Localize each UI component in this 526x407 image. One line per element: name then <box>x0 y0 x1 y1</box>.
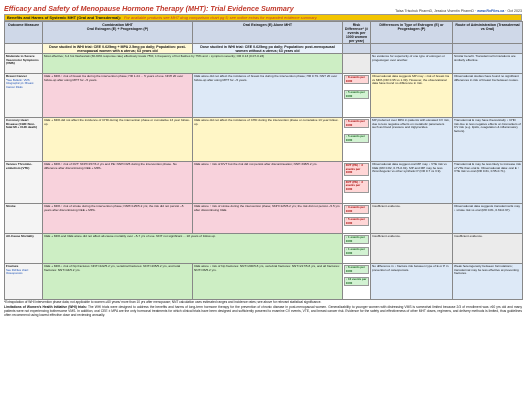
evidence-table <box>4 21 523 300</box>
limitations-heading: Limitations of Women's Health Initiative (WHI) trials: <box>4 305 87 310</box>
mortality-risk-combo: ↓ 1 events per 1000 <box>344 235 369 244</box>
mortality-diff: Insufficient evidence. <box>371 234 453 264</box>
risk-note-blank <box>343 44 371 54</box>
diff-note-blank <box>371 44 453 54</box>
chd-route: Transdermal E may have theoretically ↓ CHD risk due to less negative effects on biomarkers of CV risk (e.g. lipids, coagulation & inflammatory factors). <box>453 118 523 162</box>
eonly-dose-note: Dose studied in WHI trial: CEE 0.625mg po daily; Population: post-menopausal women without a uterus; 63 years old <box>193 44 343 54</box>
section-banner <box>4 14 522 21</box>
stroke-route: Observational data suggests transdermal E may ↓ stroke risk vs oral (RR 0.81, 0.69-0.97). <box>453 204 523 234</box>
row-vms <box>5 54 523 74</box>
outcome-fracture <box>5 264 43 300</box>
stroke-risk <box>343 204 371 234</box>
limitations-body: The WHI trials were designed to address the benefits and harms of long-term hormone therapy for the prevention of chronic disease in post-menopausal women. Generalizability to younger women with distressing VMS is somewhat limited because 2/3 of enrollment was >60 yrs old and many patients were not experiencing bothersome VMS. In addition, oral CEE ± MPA are the only hormonal treatments for which clinical trials have been designed and sufficiently powered to examine CV events, VTE, and breast cancer risk. Evidence for the safety and effectiveness of other MHT doses, regimens, and delivery methods is limited, thus guidelines often recommend using lowest effective dose and reviewing annually. <box>4 305 523 317</box>
route-note-blank <box>453 44 523 54</box>
col-combination-sub: Oral Estrogen (E) + Progestogen (P) <box>86 26 149 31</box>
breast-eonly: CEE alone did not affect the incidence of breast Ca during the intervention phase; HR 0.79. NNT 20 over follow-up after using MHT for ~5 years. <box>193 74 343 118</box>
limitations-paragraph <box>4 306 522 318</box>
combo-dose-note: Dose studied in WHI trial: CEE 0.625mg + MPA 2.5mg po daily; Population: post-menopausal women with a uterus; 63 years old <box>43 44 193 54</box>
title-row <box>4 3 522 13</box>
breast-risk-eonly: ↓ 5 events per 1000 <box>344 90 369 99</box>
fracture-diff: No difference in ↓ fracture risk between type of E or P in prevention of osteoporosis. <box>371 264 453 300</box>
row-stroke <box>5 204 523 234</box>
chd-combo: CEE + MPA did not affect the incidence of CHD during the intervention phase or cumulative 13 year follow-up. <box>43 118 193 162</box>
outcome-fracture-label: Fracture <box>6 263 19 268</box>
footnote: *Extrapolation of WHI intervention phase data; not applicable to women ≥60 years/ more than 10 yrs after menopause; NNT calculation uses estimated ranges and incidence rates; see above for relevant statistical significance. <box>4 300 322 305</box>
col-eonly-title: Oral Estrogen (E) Alone MHT <box>242 22 293 27</box>
col-combination-title: Combination MHT <box>102 22 133 27</box>
author-line: Taisa Trischuk PharmD, Jessica Visentin PharmD · www.RxFiles.ca · Oct 2023 <box>395 9 522 13</box>
outcome-chd: Coronary Heart Disease (CHD=Non-fatal MI + CHD death) <box>5 118 43 162</box>
fracture-combo: CEE + MPA ↓ risk of hip fractures: NNT=222/5.2 yrs, vertebral fractures: NNT=435/5.2 yrs, and total fractures: NNT=44/5.2 yrs. <box>43 264 193 300</box>
vte-eonly: CEE alone ↑ risk of DVT but the risk did not persist after discontinuation; NNH 338/5.2 yrs. <box>193 162 343 204</box>
vte-diff: Observational data suggest oral MP may ↓ VTE risk vs CEE (RR 0.82, 0.76-0.91). MP and MP may be less thrombogenic vs other synthetic P (OR 0.7 vs 3.9). <box>371 162 453 204</box>
chd-risk-eonly: ↓ 5 events per 1000 <box>344 134 369 143</box>
outcome-mortality: All-Cause Mortality <box>5 234 43 264</box>
col-type-differences: Differences in Type of Estrogen (E) or Progestogen (P) <box>371 22 453 44</box>
stroke-combo: CEE + MPA ↑ risk of stroke during the intervention phase; NNH=125/5.2 yrs; the risk did not persist ~5 years after discontinuing CEE + MPA. <box>43 204 193 234</box>
banner-sub[interactable]: For available products see MHT drug comparison chart pg 5; see online extras for expanded evidence summary. <box>123 15 318 20</box>
outcome-stroke: Stroke <box>5 204 43 234</box>
publish-date: Oct 2023 <box>507 9 522 13</box>
breast-combo: CEE + MPA ↑ risk of breast Ca during the intervention phase; HR 1.24 ... 5 years of use. NNH 20 over follow-up after using MHT for ~5 years. <box>43 74 193 118</box>
page-title: Efficacy and Safety of Menopause Hormone Therapy (MHT): Trial Evidence Summary <box>4 4 294 13</box>
breast-see-link[interactable]: *See Bulletin: VMS Infographic p1: Breast Cancer Risks <box>6 77 34 89</box>
outcome-breast-cancer <box>5 74 43 118</box>
stroke-risk-eonly: ↑ 5 events per 1000 <box>344 217 369 226</box>
fracture-risk-eonly: ↓ 10 events per 1000 <box>344 277 369 286</box>
site-link[interactable]: www.RxFiles.ca <box>477 9 505 13</box>
mortality-risk <box>343 234 371 264</box>
chd-eonly: CEE alone did not affect the incidence of CHD during the intervention phase or cumulative 13 year follow-up. <box>193 118 343 162</box>
vte-risk <box>343 162 371 204</box>
col-note-blank <box>5 44 43 54</box>
breast-risk <box>343 74 371 118</box>
fracture-risk <box>343 264 371 300</box>
row-breast-cancer <box>5 74 523 118</box>
vte-risk-eonly: DVT (PE) ↑ 3 events per 1000 <box>344 180 369 193</box>
chd-risk <box>343 118 371 162</box>
stroke-diff: Insufficient evidence. <box>371 204 453 234</box>
vte-combo: CEE + MPA ↑ risk of DVT: NNH=157/3.2 yrs and PE: NNH=325 during the intervention phase. No difference after discontinuing CEE + MPA. <box>43 162 193 204</box>
fracture-route: Weak heterogeneity between formulations; transdermal may be less effective at preventing fractures. <box>453 264 523 300</box>
outcome-vms: Moderate to Severe Vasomotor Symptoms (VMS) <box>5 54 43 74</box>
outcome-vte: Venous Thrombo-embolism (VTE) <box>5 162 43 204</box>
vte-route: Transdermal E may be less likely to increase risk of VTE than oral E. Observational data: oral E ↑ VTE risk vs oral (RR 0.61, 0.55-0.71). <box>453 162 523 204</box>
mortality-combo: CEE + MPA and CEE alone did not affect all-cause mortality over ~5-7 yrs of use. NNT not significant ... 18 years of follow-up. <box>43 234 343 264</box>
fracture-see-link[interactable]: See RxFiles chart: Osteoporosis <box>6 267 29 276</box>
row-chd <box>5 118 523 162</box>
outcome-breast-cancer-label: Breast Cancer <box>6 73 27 78</box>
row-fracture <box>5 264 523 300</box>
chd-diff: MP preferred over MPA in patients with elevated CV risk, due to less negative effects on metabolic parameters such as blood pressure and triglycerides. <box>371 118 453 162</box>
row-mortality <box>5 234 523 264</box>
row-vte <box>5 162 523 204</box>
col-outcome: Outcome Measure <box>5 22 43 44</box>
stroke-eonly: CEE alone ↑ risk of stroke during the intervention phase; NNH=125/5.2 yrs; the risk did not persist ~5.5 yrs after discontinuing CEE. <box>193 204 343 234</box>
authors: Taisa Trischuk PharmD, Jessica Visentin PharmD <box>395 9 474 13</box>
col-route: Route of Administration (Transdermal vs Oral) <box>453 22 523 44</box>
breast-route: Observational studies have found no significant differences in risk of breast Ca between routes. <box>453 74 523 118</box>
banner-label: Benefits and Harms of Systemic MHT (Oral and Transdermal): <box>7 15 121 20</box>
fracture-risk-combo: ↓ 6 events per 1000 <box>344 265 369 274</box>
vte-risk-combo: DVT (PE) ↑ 3 events per 1000 <box>344 163 369 176</box>
vms-diff: No evidence for superiority of one type of estrogen or progestogen over another. <box>371 54 453 74</box>
mortality-route: Insufficient evidence. <box>453 234 523 264</box>
stroke-risk-combo: ↑ 3 events per 1000 <box>344 205 369 214</box>
breast-diff: Observational data suggests MP may ↓ risk of breast Ca vs MPA (OR 0.95 vs 1.39). However, the observational data have found no difference in risk. <box>371 74 453 118</box>
fracture-eonly: CEE alone ↓ risk of hip fractures: NNT=200/5.8 yrs, vertebral fractures: NNT=217/5.8 yrs, and all fractures: NNT=36/5.2 yrs. <box>193 264 343 300</box>
col-risk-difference: Risk Difference* (# events per 1000 women per year) <box>343 22 371 44</box>
col-combination <box>43 22 193 44</box>
mortality-risk-eonly: ↓ 1 events per 1000 <box>344 247 369 256</box>
chd-risk-combo: ↑ 6 events per 1000 <box>344 119 369 128</box>
breast-risk-combo: ↑ 8 events per 1000 <box>344 75 369 84</box>
vms-risk <box>343 54 371 74</box>
vms-route: Similar benefit. Transdermal formulations are similarly effective. <box>453 54 523 74</box>
vms-combo: Most effective; 3-4 hot flashes/wk (30-90% response rate) effectively treats 75%; 1 frequency of hot flashes by 75% and ↓ symptom severity; OR 0.13 (0.07-0.23) <box>43 54 343 74</box>
col-estrogen-only <box>193 22 343 44</box>
